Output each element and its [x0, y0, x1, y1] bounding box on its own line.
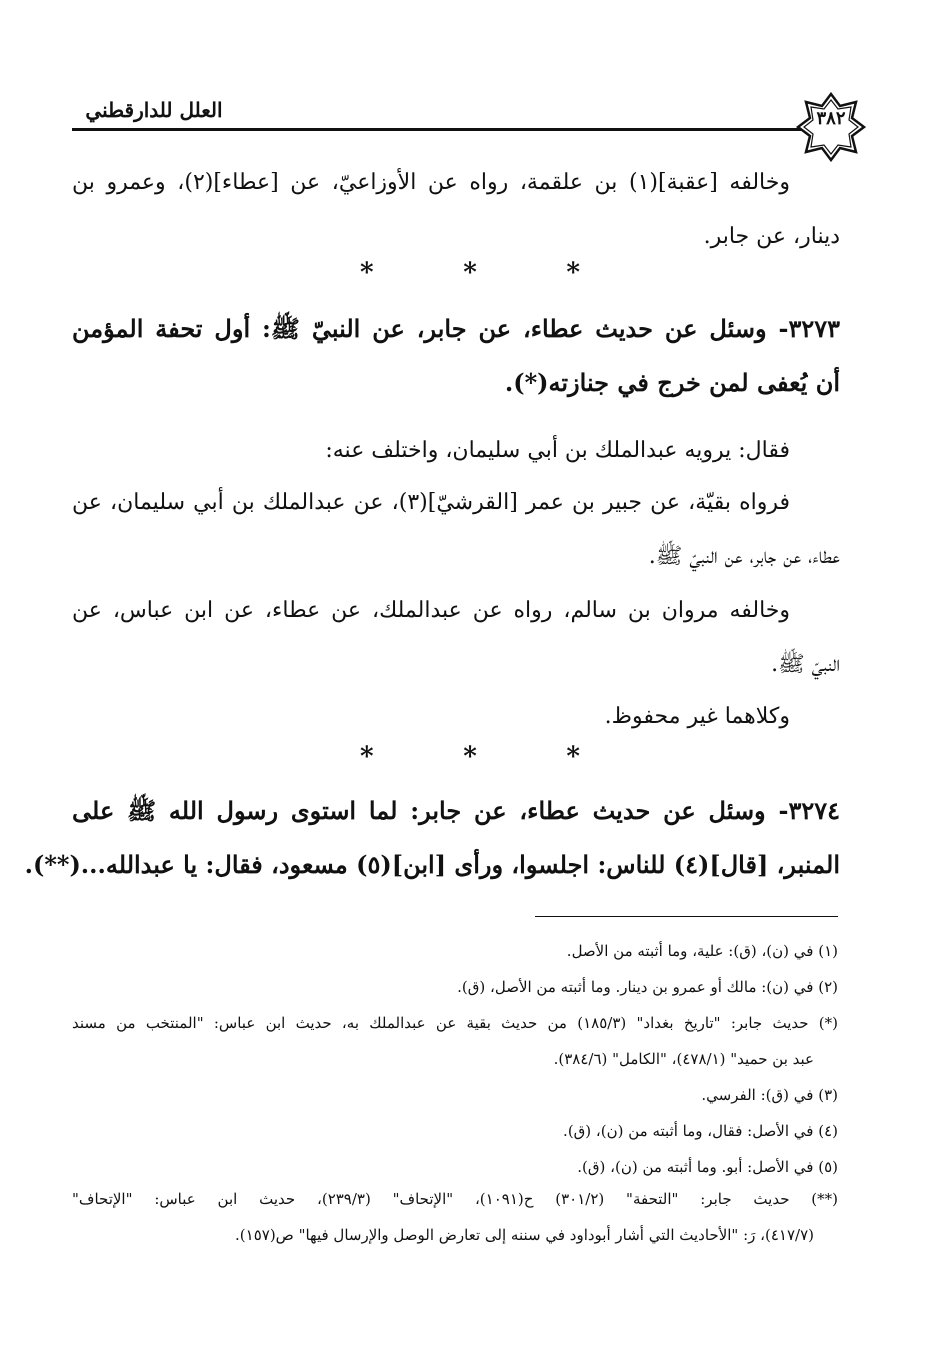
footnote-double-star-line-2: (٤١٧/٧)، رَ: "الأحاديث التي أشار أبوداود في سننه إلى تعارض الوصل والإرسال فيها" ص(١٥٧). [235, 1226, 814, 1244]
section-separator [360, 258, 580, 288]
separator-star: * [566, 742, 580, 772]
footnote-double-star-line-1: (**) حديث جابر: "التحفة" (٣٠١/٢) ح(١٠٩١)، "الإتحاف" (٢٣٩/٣)، حديث ابن عباس: "الإتحاف" [72, 1190, 838, 1208]
body-line-7: عطاء، عن جابر، عن النبيّ ﷺ. [648, 544, 840, 569]
body-line-1: وخالفه [عقبة](١) بن علقمة، رواه عن الأوزاعيّ، عن [عطاء](٢)، وعمرو بن [72, 170, 790, 195]
body-line-2: دينار، عن جابر. [703, 224, 840, 249]
separator-star: * [360, 258, 374, 288]
footnote-star-line-1: (*) حديث جابر: "تاريخ بغداد" (١٨٥/٣) من حديث بقية عن عبدالملك به، حديث ابن عباس: "المنتخب من مسند [72, 1014, 838, 1032]
footnote-rule [535, 916, 838, 917]
footnote-4: (٤) في الأصل: فقال، وما أثبته من (ن)، (ق). [563, 1122, 838, 1140]
body-line-9: النبيّ ﷺ. [771, 652, 840, 677]
section-separator [360, 742, 580, 772]
separator-star: * [463, 258, 477, 288]
separator-star: * [566, 258, 580, 288]
page-number: ٣٨٢ [816, 108, 846, 129]
footnote-2: (٢) في (ن): مالك أو عمرو بن دينار. وما أثبته من الأصل، (ق). [457, 978, 838, 996]
entry-3273-heading-line-1: ٣٢٧٣- وسئل عن حديث عطاء، عن جابر، عن النبيّ ﷺ: أول تحفة المؤمن [72, 314, 840, 343]
entry-3273-heading-line-2: أن يُعفى لمن خرج في جنازته(*). [504, 368, 840, 397]
footnote-star-line-2: عبد بن حميد" (٤٧٨/١)، "الكامل" (٣٨٤/٦). [553, 1050, 814, 1068]
entry-3274-heading-line-2: المنبر، [قال](٤) للناس: اجلسوا، ورأى [ابن](٥) مسعود، فقال: يا عبدالله...(**). [24, 850, 840, 879]
body-line-10: وكلاهما غير محفوظ. [604, 704, 790, 729]
separator-star: * [463, 742, 477, 772]
footnote-5: (٥) في الأصل: أبو. وما أثبته من (ن)، (ق). [577, 1158, 838, 1176]
header-rule [72, 128, 812, 131]
footnote-3: (٣) في (ق): الفرسي. [701, 1086, 838, 1104]
footnote-1: (١) في (ن)، (ق): علية، وما أثبته من الأصل. [566, 942, 838, 960]
body-line-8: وخالفه مروان بن سالم، رواه عن عبدالملك، عن عطاء، عن ابن عباس، عن [72, 598, 790, 623]
separator-star: * [360, 742, 374, 772]
running-header-title: العلل للدارقطني [85, 98, 223, 122]
body-line-5: فقال: يرويه عبدالملك بن أبي سليمان، واختلف عنه: [325, 438, 790, 463]
entry-3274-heading-line-1: ٣٢٧٤- وسئل عن حديث عطاء، عن جابر: لما استوى رسول الله ﷺ على [72, 796, 840, 825]
body-line-6: فرواه بقيّة، عن جبير بن عمر [القرشيّ](٣)، عن عبدالملك بن أبي سليمان، عن [72, 490, 790, 515]
